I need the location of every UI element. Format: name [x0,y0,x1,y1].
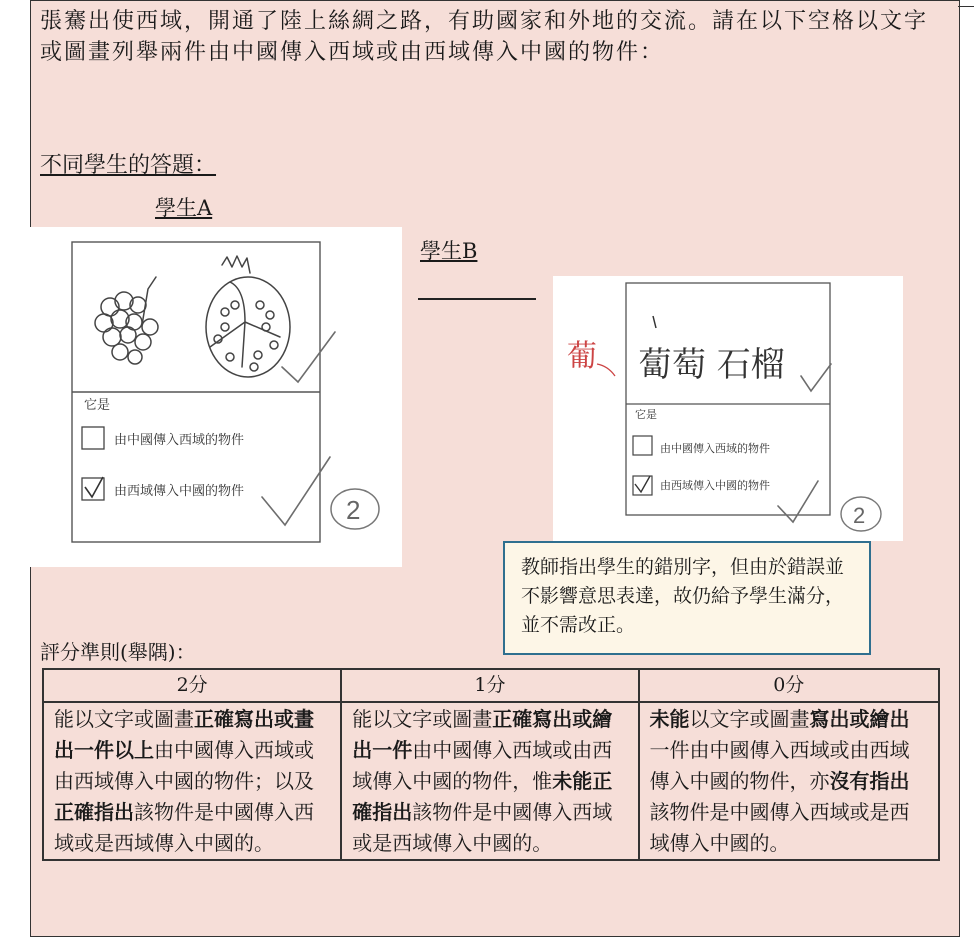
rubric-table [42,668,940,861]
student-b-label: 學生B [420,239,478,263]
rubric-cell-0pt: 未能以文字或圖畫寫出或繪出一件由中國傳入西域或由西域傳入中國的物件，亦沒有指出該物件是中國傳入西域或是西域傳入中國的。 [639,702,939,860]
student-a-prompt: 它是 [84,398,111,413]
teacher-note-box: 教師指出學生的錯別字，但由於錯誤並不影響意思表達，故仍給予學生滿分，並不需改正。 [503,541,871,655]
rubric-header-2pt: 2分 [43,669,341,702]
answers-section-title: 不同學生的答題： [40,153,217,178]
student-a-label: 學生A [155,196,213,220]
rubric-header-1pt: 1分 [341,669,638,702]
rubric-criteria-row [43,702,939,860]
rubric-cell-2pt: 能以文字或圖畫正確寫出或畫出一件以上由中國傳入西域或由西域傳入中國的物件；以及正確指出該物件是中國傳入西域或是西域傳入中國的。 [43,702,341,860]
rubric-cell-1pt: 能以文字或圖畫正確寫出或繪出一件由中國傳入西域或由西域傳入中國的物件，惟未能正確指出該物件是中國傳入西域或是西域傳入中國的。 [341,702,638,860]
student-a-option-2: 由西域傳入中國的物件 [114,484,245,499]
student-a-score: 2 [346,495,361,525]
student-b-option-2: 由西域傳入中國的物件 [660,479,770,492]
student-b-score: 2 [853,503,866,528]
grapes-drawing [95,277,158,364]
teacher-correction-mark: 葡 [567,339,597,374]
criteria-title: 評分準則(舉隅)： [40,640,196,664]
blank-underline [418,298,536,300]
student-a-answer-image [30,227,402,567]
student-b-answer-image [553,276,903,541]
page-rule [958,6,974,7]
student-b-handwritten-answer: 蔔萄 石榴 [638,345,785,385]
question-text: 張騫出使西域，開通了陸上絲綢之路，有助國家和外地的交流。請在以下空格以文字或圖畫列舉兩件由中國傳入西域或由西域傳入中國的物件： [40,9,929,65]
student-b-option-1: 由中國傳入西域的物件 [660,442,770,455]
pomegranate-drawing [206,256,290,377]
rubric-header-row [43,669,939,702]
student-b-prompt: 它是 [635,408,657,421]
rubric-header-0pt: 0分 [639,669,939,702]
student-a-option-1: 由中國傳入西域的物件 [114,433,245,448]
